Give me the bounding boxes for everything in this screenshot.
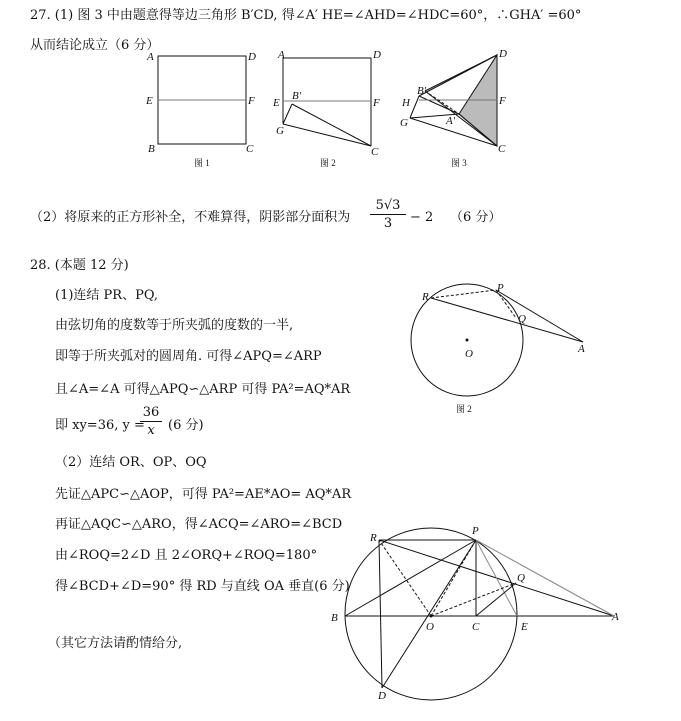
bottom-label-o: O	[426, 621, 434, 633]
fig3-label-h: H	[402, 97, 410, 109]
fig3-label-b-prime: B′	[417, 85, 427, 97]
top-caption: 图 2	[456, 404, 472, 414]
fraction-denominator: 3	[383, 216, 393, 231]
top-label-a: A	[578, 343, 585, 355]
fig3-label-g: G	[400, 117, 408, 129]
q28-line1: (1)连结 PR、PQ,	[55, 288, 158, 303]
fig1-label-d: D	[248, 51, 256, 63]
bottom-label-c: C	[472, 621, 480, 633]
fig2-label-e: E	[273, 97, 280, 109]
bottom-rd-line	[379, 540, 382, 688]
fig1-label-b: B	[148, 143, 155, 155]
bottom-label-q: Q	[517, 572, 525, 584]
fig3-label-a-prime: A′	[446, 115, 456, 127]
q27-part2-score: （6 分）	[450, 210, 502, 225]
q27-line1: 27. (1) 图 3 中由题意得等边三角形 B′CD, 得∠A′ HE=∠AHD=∠HDC=60°，∴GHA′ =60°	[30, 8, 582, 23]
bottom-label-a: A	[612, 611, 619, 623]
fig2-label-g: G	[276, 125, 284, 137]
figure-2	[283, 58, 371, 146]
figure-3	[410, 55, 497, 146]
q28-figure-top	[411, 284, 583, 396]
q28-line10: 得∠BCD+∠D=90° 得 RD 与直线 OA 垂直(6 分)	[55, 579, 350, 594]
figure-1	[158, 56, 246, 144]
top-center-dot	[466, 339, 469, 342]
bottom-label-r: R	[370, 532, 377, 544]
q28-line11: （其它方法请酌情给分,	[48, 636, 183, 651]
fig2-label-d: D	[373, 49, 381, 61]
q28-line2: 由弦切角的度数等于所夹弧的度数的一半,	[55, 318, 294, 333]
fig3-label-c: C	[498, 143, 506, 155]
q28-line3: 即等于所夹弧对的圆周角. 可得∠APQ=∠ARP	[55, 349, 322, 364]
bottom-bp-line	[345, 540, 476, 616]
bottom-oq-dashed	[431, 583, 516, 616]
fig2-gb-line	[283, 104, 292, 124]
fig2-bc-line	[292, 104, 371, 146]
q28-line9: 由∠ROQ=2∠D 且 2∠ORQ+∠ROQ=180°	[55, 548, 318, 563]
fig2-label-a: A	[278, 49, 285, 61]
bottom-pd-line	[382, 540, 476, 688]
fig2-label-c: C	[371, 146, 379, 158]
q27-part2-minus: − 2	[410, 210, 434, 225]
fig2-square-edges	[283, 58, 371, 146]
q28-line7: 先证△APC∽△AOP，可得 PA²=AE*AO= AQ*AR	[55, 487, 352, 502]
fig3-caption: 图 3	[451, 158, 467, 168]
fig2-caption: 图 2	[320, 158, 336, 168]
q27-part2-text: （2）将原来的正方形补全，不难算得，阴影部分面积为	[30, 210, 351, 225]
q27-line2: 从而结论成立（6 分）	[30, 38, 160, 53]
fig1-label-f: F	[248, 95, 255, 107]
fig3-label-f: F	[499, 95, 506, 107]
bottom-cq-line	[476, 583, 516, 616]
bottom-label-d: D	[378, 690, 386, 702]
fig3-dashed-line	[425, 91, 459, 114]
fig1-caption: 图 1	[194, 158, 210, 168]
bottom-or-dashed	[379, 540, 431, 616]
fig2-label-b-prime: B′	[292, 90, 302, 102]
top-label-o: O	[465, 348, 473, 360]
q28-line5-prefix: 即 xy=36, y =	[55, 418, 145, 433]
top-label-q: Q	[518, 313, 526, 325]
fig1-label-a: A	[147, 51, 154, 63]
fig2-gc-line	[283, 124, 371, 146]
bottom-circle	[345, 528, 517, 700]
q28-header: 28. (本题 12 分)	[30, 258, 129, 273]
top-label-r: R	[422, 291, 429, 303]
top-tangent-pa	[496, 290, 583, 342]
fraction-numerator: 5√3	[370, 198, 406, 215]
q28-line8: 再证△AQC∽△ARO，得∠ACQ=∠ARO=∠BCD	[55, 517, 343, 532]
bottom-label-e: E	[521, 621, 528, 633]
fraction-denominator: x	[147, 423, 155, 438]
fig3-hg-line	[410, 96, 419, 118]
fig2-label-f: F	[373, 97, 380, 109]
q28-line5-score: (6 分)	[168, 418, 204, 433]
bottom-label-b: B	[331, 612, 338, 624]
fig1-label-c: C	[246, 143, 254, 155]
q28-line6: （2）连结 OR、OP、OQ	[55, 455, 207, 470]
q28-figure-bottom	[345, 528, 614, 700]
top-secant-ra	[431, 298, 583, 342]
top-pq-chord	[496, 290, 516, 318]
fraction-numerator: 36	[140, 405, 162, 422]
q28-line4: 且∠A=∠A 可得△APQ∽△ARP 可得 PA²=AQ*AR	[55, 382, 351, 397]
top-label-p: P	[497, 282, 504, 294]
top-pr-chord	[431, 290, 496, 298]
fig3-label-d: D	[499, 48, 507, 60]
bottom-op-dashed	[431, 540, 476, 616]
fig1-label-e: E	[146, 95, 153, 107]
bottom-center-dot	[430, 615, 433, 618]
bottom-label-p: P	[472, 525, 479, 537]
fig3-ha-line	[419, 96, 459, 114]
